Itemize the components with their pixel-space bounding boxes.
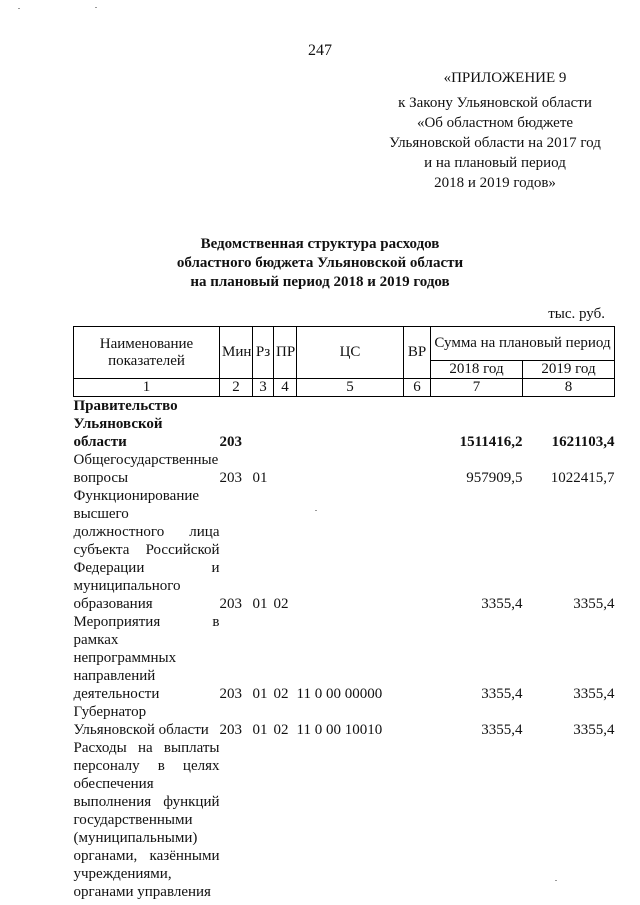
appendix-heading: «ПРИЛОЖЕНИЕ 9: [443, 70, 567, 86]
index-cell: 8: [523, 379, 615, 397]
cell-rz: 01: [252, 686, 268, 702]
header-2018: 2018 год: [431, 361, 523, 379]
cell-cs: 11 0 00 00000: [296, 686, 383, 702]
cell-cs: [297, 487, 404, 613]
cell-y2018: 3355,4: [481, 722, 523, 738]
cell-pr: 02: [273, 596, 289, 612]
cell-rz: [253, 739, 274, 901]
appendix-line: 2018 и 2019 годов»: [434, 175, 556, 191]
units-label: тыс. руб.: [548, 306, 605, 322]
table-row: [74, 739, 615, 901]
cell-rz: 01: [252, 596, 268, 612]
cell-rz: [253, 397, 274, 452]
table-body: [74, 397, 615, 902]
cell-min: [220, 739, 253, 901]
cell-pr: [274, 397, 297, 452]
cell-name: Расходы на выплаты персоналу в целях обеспечения выполнения функций государственными (муниципальными) органами, казёнными учреждениями, органами управления: [73, 740, 220, 900]
cell-min: 203: [219, 434, 242, 450]
cell-pr: 02: [273, 722, 289, 738]
title-line: областного бюджета Ульяновской области: [176, 255, 464, 271]
cell-min: 203: [219, 686, 242, 702]
title-line: Ведомственная структура расходов: [200, 236, 440, 252]
appendix-line: «Об областном бюджете: [416, 115, 574, 131]
appendix-line: и на плановый период: [424, 155, 566, 171]
title-line: на плановый период 2018 и 2019 годов: [190, 274, 450, 290]
index-cell: 7: [431, 379, 523, 397]
table-row: [74, 613, 615, 703]
cell-vr: [404, 451, 431, 487]
index-cell: 2: [220, 379, 253, 397]
index-cell: 4: [274, 379, 297, 397]
cell-rz: 01: [252, 470, 268, 486]
cell-vr: [404, 487, 431, 613]
cell-min: 203: [219, 596, 242, 612]
cell-y2019: 3355,4: [573, 686, 615, 702]
cell-cs: [297, 397, 404, 452]
index-cell: 5: [297, 379, 404, 397]
cell-pr: [274, 739, 297, 901]
table-row: [74, 487, 615, 613]
header-2019: 2019 год: [523, 361, 615, 379]
cell-pr: [274, 451, 297, 487]
cell-y2018: 1511416,2: [459, 434, 523, 450]
cell-y2018: 3355,4: [481, 596, 523, 612]
cell-y2019: 3355,4: [573, 722, 615, 738]
table-row: [74, 451, 615, 487]
appendix-line: к Закону Ульяновской области: [398, 95, 592, 111]
cell-name: Функционирование высшего должностного лица субъекта Российской Федерации и муниципального образования: [73, 488, 220, 612]
scan-speck: [555, 880, 557, 881]
scan-speck: [95, 7, 97, 8]
index-cell: 6: [404, 379, 431, 397]
header-min: Мин: [220, 327, 253, 379]
cell-name: Правительство Ульяновской области: [73, 398, 178, 450]
page-number: 247: [308, 42, 332, 59]
cell-y2019: 1621103,4: [551, 434, 615, 450]
cell-y2019: 1022415,7: [550, 470, 615, 486]
appendix-line: Ульяновской области на 2017 год: [389, 135, 601, 151]
table-row: [74, 397, 615, 452]
cell-name: Губернатор Ульяновской области: [73, 704, 209, 738]
scan-speck: [18, 8, 20, 9]
cell-vr: [404, 397, 431, 452]
cell-vr: [404, 613, 431, 703]
cell-vr: [404, 703, 431, 739]
cell-pr: 02: [273, 686, 289, 702]
cell-min: 203: [219, 470, 242, 486]
cell-vr: [404, 739, 431, 901]
document-title: [150, 235, 490, 292]
header-pr: ПР: [274, 327, 297, 379]
cell-y2019: 3355,4: [573, 596, 615, 612]
budget-table: [73, 326, 615, 901]
cell-rz: 01: [252, 722, 268, 738]
cell-y2019: [523, 739, 615, 901]
table-row: [74, 703, 615, 739]
header-rz: Рз: [253, 327, 274, 379]
cell-cs: [297, 739, 404, 901]
index-cell: 1: [74, 379, 220, 397]
scan-speck: [315, 510, 317, 511]
cell-y2018: 3355,4: [481, 686, 523, 702]
header-name: Наименование показателей: [74, 327, 220, 379]
cell-cs: 11 0 00 10010: [296, 722, 383, 738]
header-vr: ВР: [404, 327, 431, 379]
cell-cs: [297, 451, 404, 487]
appendix-block: [380, 68, 610, 193]
index-cell: 3: [253, 379, 274, 397]
header-cs: ЦС: [297, 327, 404, 379]
cell-min: 203: [219, 722, 242, 738]
cell-name: Общегосударственные вопросы: [73, 452, 219, 486]
header-sum: Сумма на плановый период: [431, 327, 615, 361]
cell-y2018: [431, 739, 523, 901]
cell-y2018: 957909,5: [466, 470, 523, 486]
cell-name: Мероприятия в рамках непрограммных направлений деятельности: [73, 614, 220, 702]
